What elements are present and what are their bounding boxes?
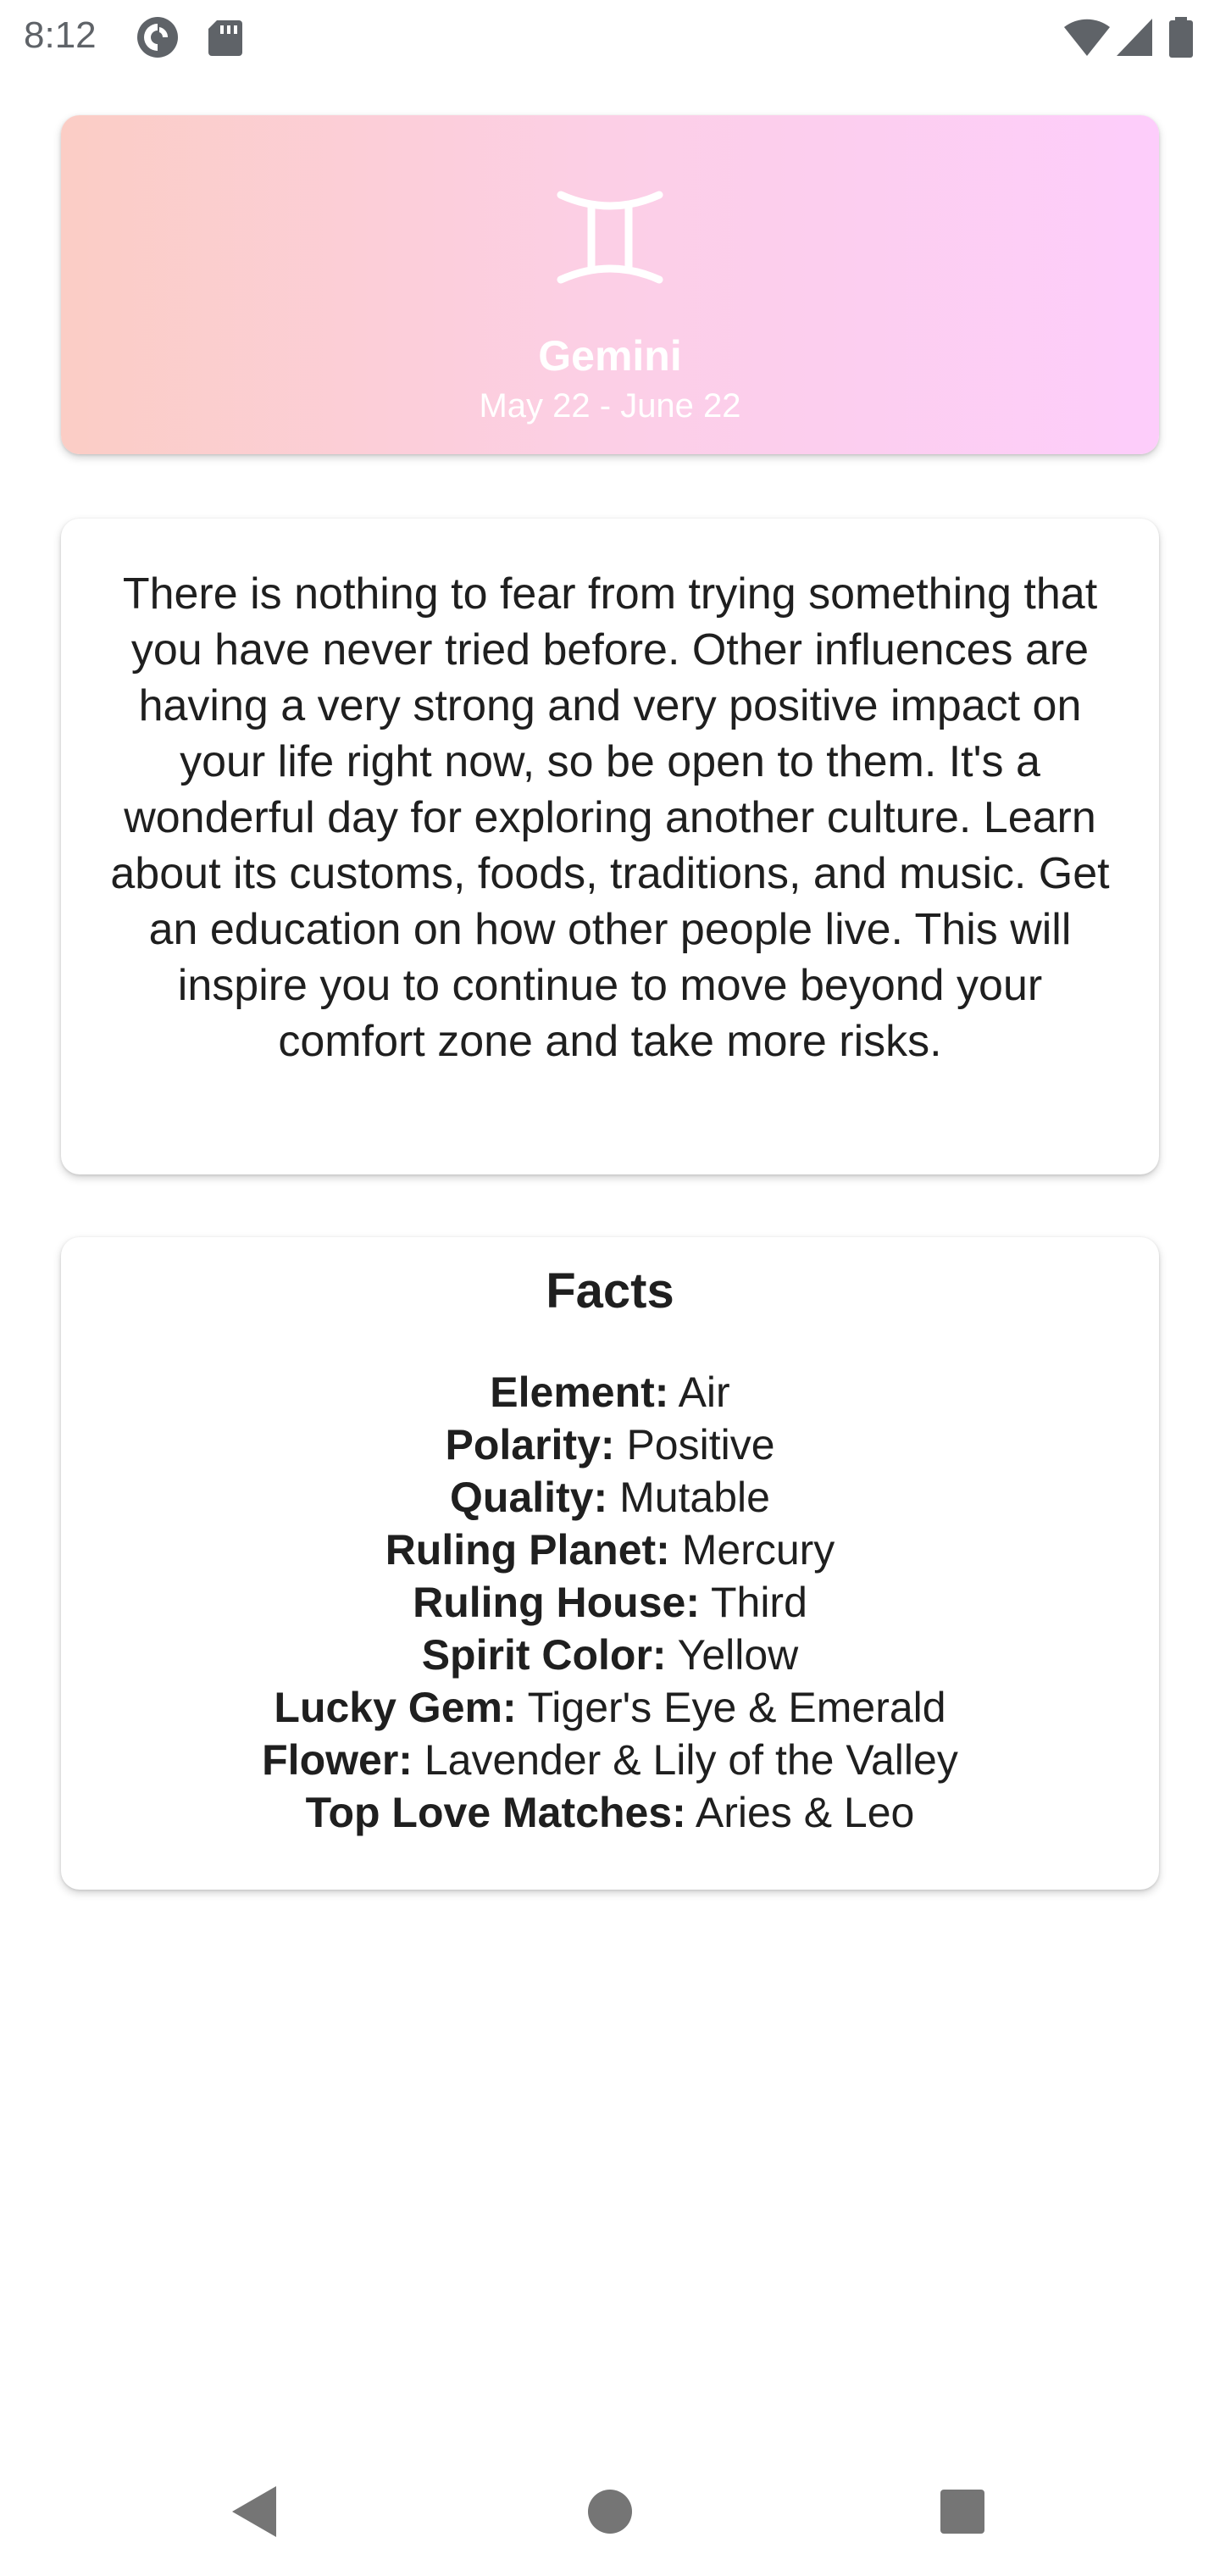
facts-list (61, 1366, 1159, 1839)
gemini-symbol-icon (552, 176, 668, 291)
fact-element (61, 1366, 1159, 1418)
fact-label: Spirit Color: (421, 1631, 667, 1679)
fact-label: Top Love Matches: (305, 1789, 686, 1836)
fact-polarity (61, 1418, 1159, 1471)
fact-label: Flower: (262, 1736, 413, 1784)
fact-quality (61, 1471, 1159, 1524)
battery-icon (1166, 15, 1196, 59)
daily-horoscope-card (61, 519, 1159, 1174)
fact-value: Mutable (607, 1474, 770, 1521)
cell-signal-icon (1113, 15, 1156, 59)
facts-title: Facts (546, 1263, 674, 1319)
system-nav-bar (0, 2461, 1220, 2562)
fact-top-love-matches (61, 1786, 1159, 1839)
fact-lucky-gem (61, 1681, 1159, 1734)
recents-icon[interactable] (929, 2478, 996, 2545)
horoscope-text: There is nothing to fear from trying something that you have never tried before. Other influences are having a very strong and very positive impact on your life right now, so be open to them. It's a wonderful day for exploring another culture. Learn about its customs, foods, traditions, and music. Get an education on how other people live. This will inspire you to continue to move beyond your comfort zone and take more risks. (110, 569, 1110, 1066)
fact-ruling-house (61, 1576, 1159, 1629)
fact-value: Air (668, 1368, 730, 1416)
home-icon[interactable] (576, 2478, 644, 2545)
sd-card-icon (203, 15, 247, 59)
fact-label: Element: (490, 1368, 669, 1416)
wifi-icon (1062, 15, 1112, 59)
sign-dates: May 22 - June 22 (479, 387, 741, 425)
fact-value: Tiger's Eye & Emerald (516, 1684, 946, 1731)
pocket-casts-icon (136, 15, 180, 59)
fact-label: Ruling House: (413, 1579, 700, 1626)
fact-value: Positive (614, 1421, 775, 1468)
back-icon[interactable] (220, 2478, 288, 2545)
fact-label: Polarity: (445, 1421, 615, 1468)
fact-value: Yellow (666, 1631, 799, 1679)
fact-label: Ruling Planet: (385, 1526, 670, 1574)
sign-name: Gemini (538, 332, 682, 380)
status-bar (0, 0, 1220, 71)
fact-ruling-planet (61, 1524, 1159, 1576)
fact-label: Lucky Gem: (274, 1684, 517, 1731)
zodiac-header-card (61, 115, 1159, 454)
status-time: 8:12 (24, 14, 97, 56)
fact-value: Lavender & Lily of the Valley (412, 1736, 958, 1784)
fact-value: Third (699, 1579, 807, 1626)
fact-flower (61, 1734, 1159, 1786)
fact-value: Aries & Leo (685, 1789, 915, 1836)
fact-label: Quality: (450, 1474, 608, 1521)
facts-card (61, 1237, 1159, 1890)
fact-value: Mercury (669, 1526, 835, 1574)
fact-spirit-color (61, 1629, 1159, 1681)
